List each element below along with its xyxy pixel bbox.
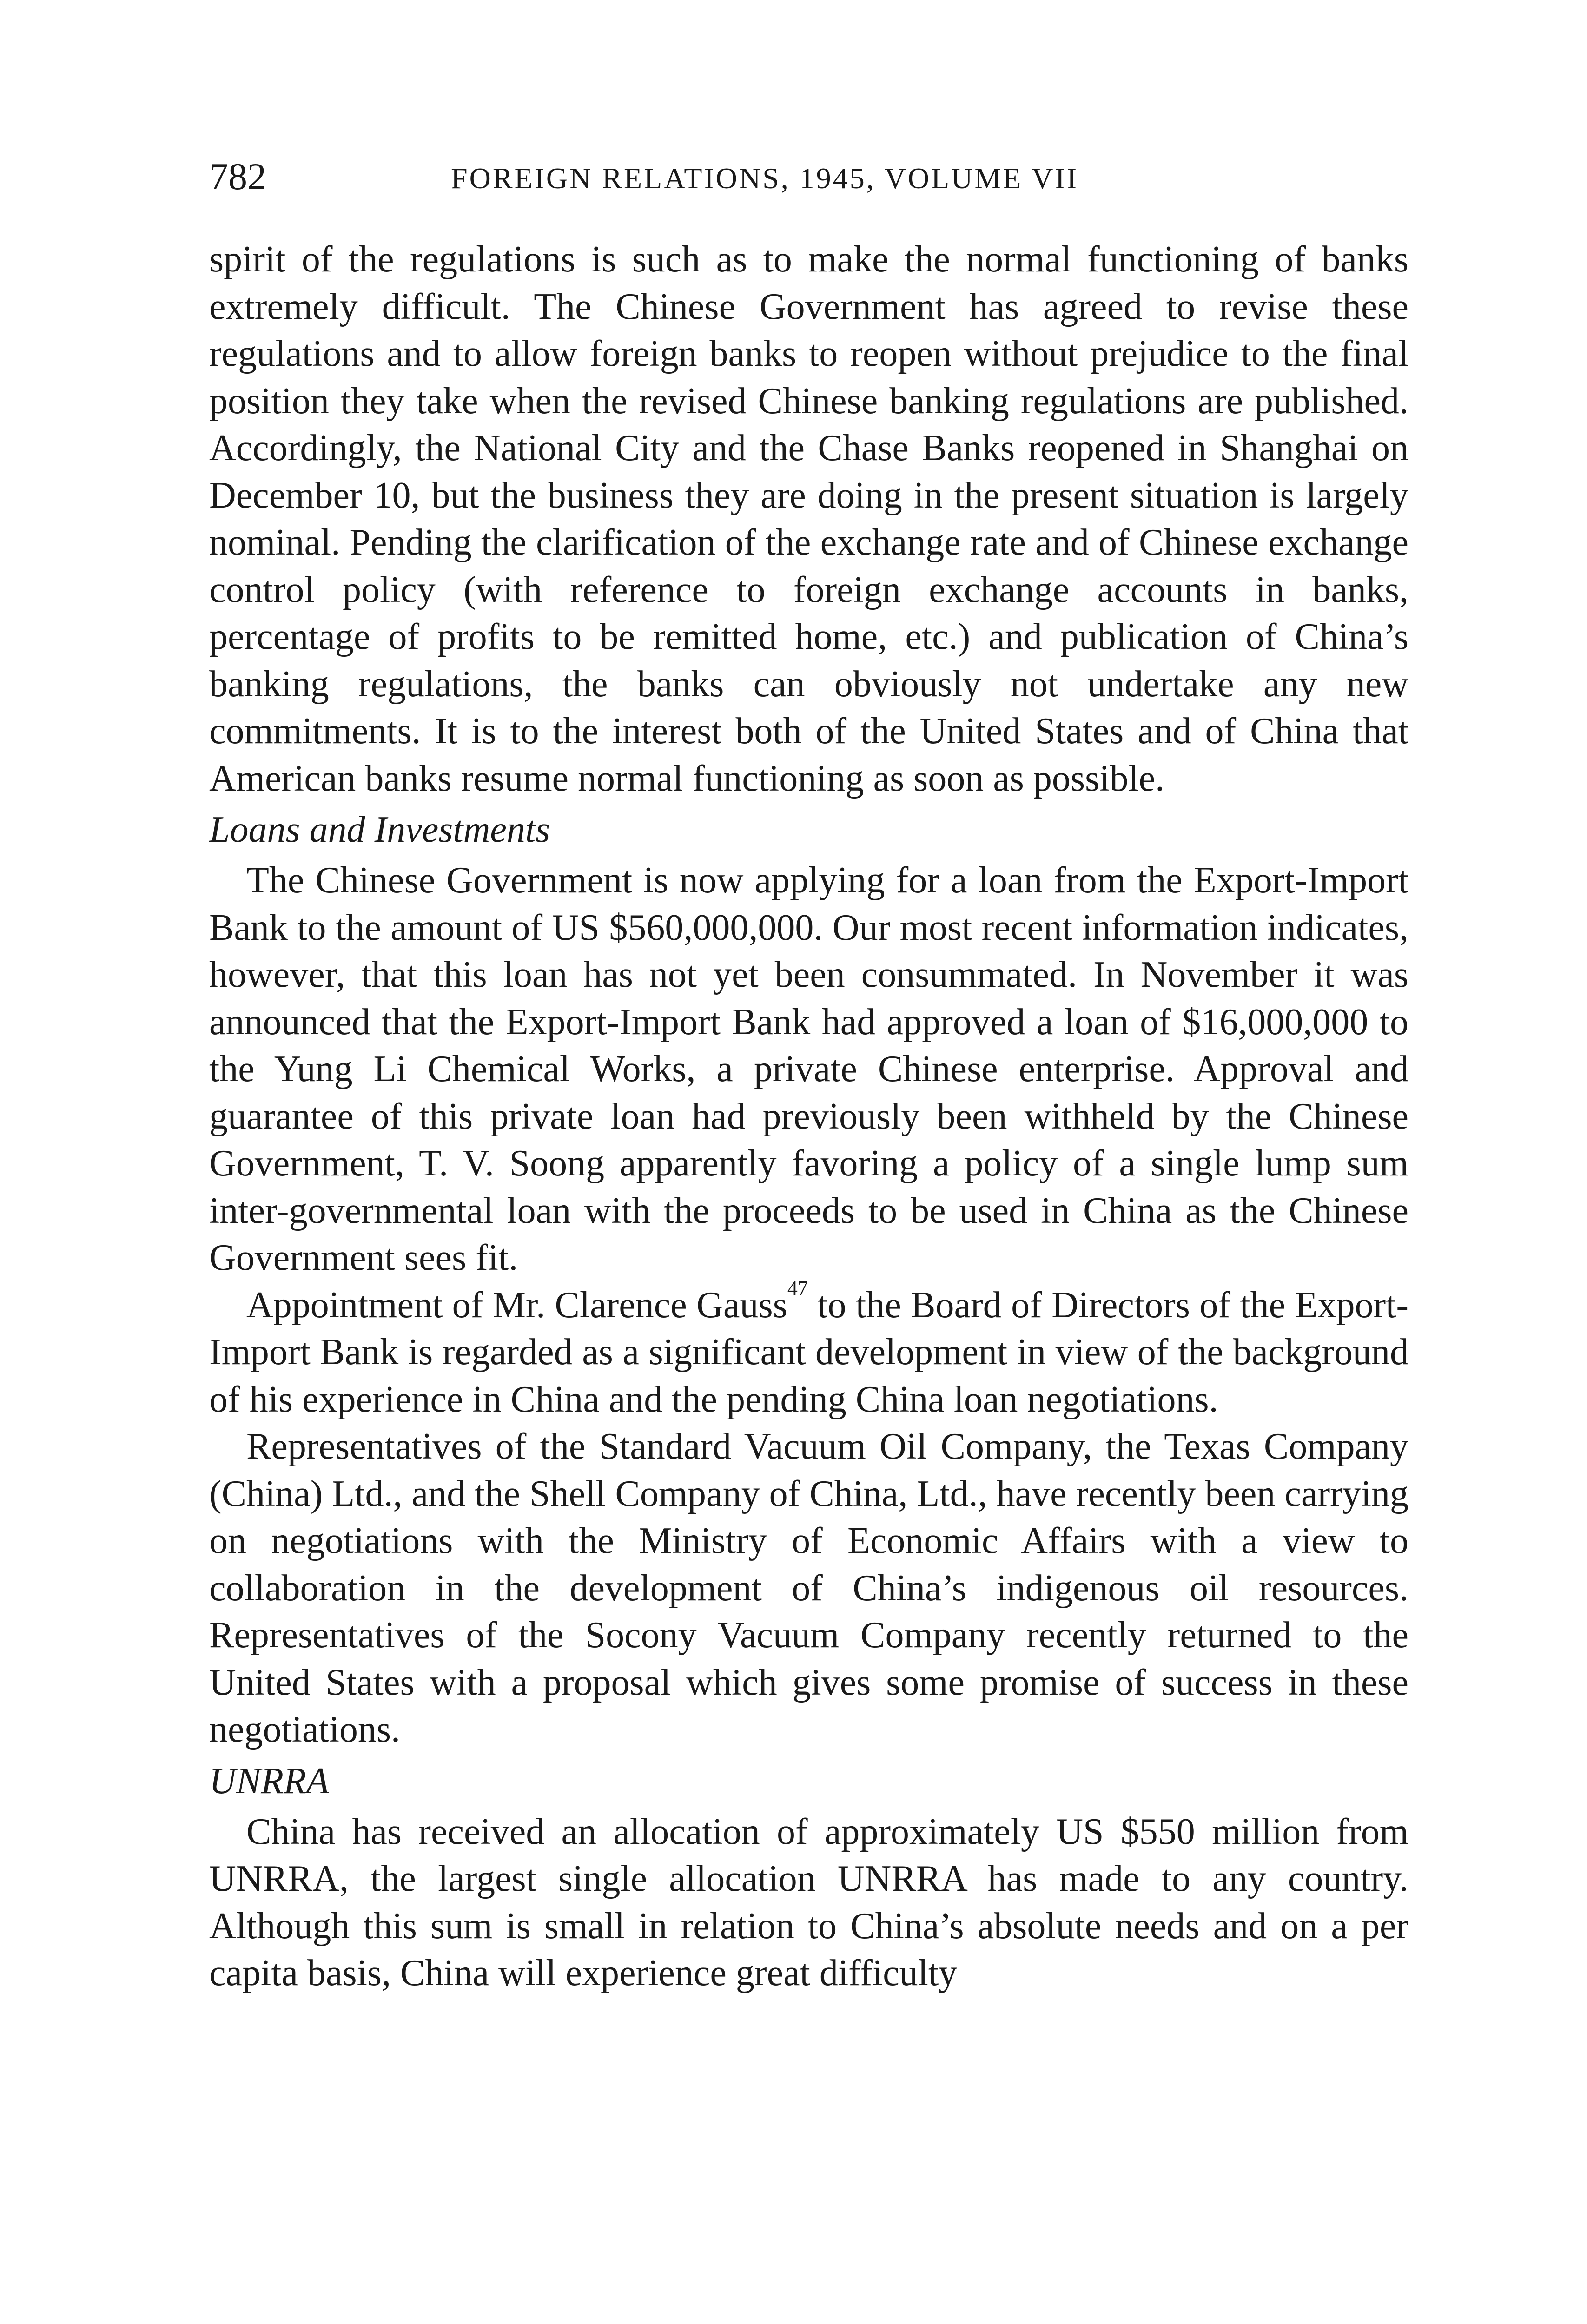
running-title: FOREIGN RELATIONS, 1945, VOLUME VII <box>451 162 1079 195</box>
paragraph-oil-companies: Representatives of the Standard Vacuum Oil Company, the Texas Company (China) Ltd., and the Shell Company of China, Ltd., have recently been carrying on negotiations with the Ministry of Economic Affairs with a view to collaboration in the development of China’s indigenous oil resources. Representatives of the Socony Vacuum Company recently returned to the United States with a proposal which gives some promise of success in these negotiations. <box>209 1426 1408 1750</box>
section-heading-loans-investments: Loans and Investments <box>209 809 550 850</box>
paragraph-gauss-appointment <box>209 1276 1408 1424</box>
paragraph-export-import-loan: The Chinese Government is now applying for a loan from the Export-Import Bank to the amount of US $560,000,000. Our most recent information indicates, however, that this loan has not yet been consummated. In November it was announced that the Export-Import Bank had approved a loan of $16,000,000 to the Yung Li Chemical Works, a private Chinese enterprise. Approval and guarantee of this private loan had previously been withheld by the Chinese Government, T. V. Soong apparently favoring a policy of a single lump sum inter-governmental loan with the proceeds to be used in China as the Chinese Government sees fit. <box>209 860 1408 1278</box>
paragraph-banks-continued: spirit of the regulations is such as to make the normal functioning of banks extremely difficult. The Chinese Government has agreed to revise these regulations and to allow foreign banks to reopen without prejudice to the final position they take when the revised Chinese banking regulations are published. Accordingly, the National City and the Chase Banks reopened in Shanghai on December 10, but the business they are doing in the present situation is largely nominal. Pending the clarification of the exchange rate and of Chinese exchange control policy (with reference to foreign exchange accounts in banks, percentage of profits to be remitted home, etc.) and publication of China’s banking regulations, the banks can obviously not undertake any new commitments. It is to the interest both of the United States and of China that American banks resume normal functioning as soon as possible. <box>209 239 1408 799</box>
section-heading-unrra: UNRRA <box>209 1760 329 1802</box>
running-head <box>209 153 1408 218</box>
page-number: 782 <box>209 155 266 198</box>
body-text <box>209 236 1408 1997</box>
gauss-text-after: to the Board of Directors of the Export-Import Bank is regarded as a significant development in view of the background of his experience in China and the pending China loan negotiations. <box>209 1284 1408 1420</box>
gauss-text-before: Appointment of Mr. Clarence Gauss <box>246 1284 787 1326</box>
footnote-reference-47[interactable]: 47 <box>787 1276 808 1300</box>
paragraph-unrra-allocation: China has received an allocation of approximately US $550 million from UNRRA, the largest single allocation UNRRA has made to any country. Although this sum is small in relation to China’s absolute needs and on a per capita basis, China will experience great difficulty <box>209 1811 1408 1994</box>
